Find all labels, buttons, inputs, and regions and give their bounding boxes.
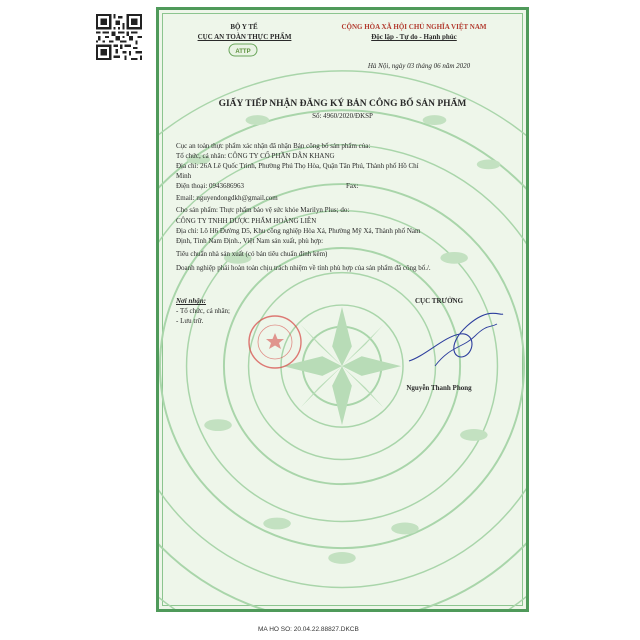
- manufacturer-line: CÔNG TY TNHH DƯỢC PHẨM HOÀNG LIÊN: [176, 217, 317, 225]
- manufacturer-address-2: Định, Tỉnh Nam Định., Việt Nam sản xuất, phù hợp:: [176, 237, 324, 245]
- country-name: CỘNG HÒA XÃ HỘI CHỦ NGHĨA VIỆT NAM: [341, 23, 487, 31]
- registration-number: Số: 4960/2020/ĐKSP: [312, 112, 373, 120]
- national-motto: Độc lập - Tự do - Hạnh phúc: [371, 33, 457, 41]
- manufacturer-address-1: Địa chỉ: Lô H6 Đường D5, Khu công nghiệp Hòa Xá, Phường Mỹ Xá, Thành phố Nam: [176, 227, 421, 235]
- department-name: CỤC AN TOÀN THỰC PHẨM: [197, 33, 292, 41]
- ministry-name: BỘ Y TẾ: [230, 23, 258, 31]
- recipient-item: - Lưu trữ.: [176, 317, 204, 325]
- place-and-date: Hà Nội, ngày 03 tháng 06 năm 2020: [367, 62, 471, 70]
- address-line-1: Địa chỉ: 26A Lê Quốc Trinh, Phường Phú Thọ Hòa, Quận Tân Phú, Thành phố Hồ Chí: [176, 162, 419, 170]
- product-line: Cho sản phẩm: Thực phẩm bảo vệ sức khỏe Marilyn Plus; do:: [176, 206, 350, 214]
- document-title: GIẤY TIẾP NHẬN ĐĂNG KÝ BẢN CÔNG BỐ SẢN PHẨM: [218, 99, 467, 109]
- intro-line: Cục an toàn thực phẩm xác nhận đã nhận Bản công bố sản phẩm của:: [176, 142, 371, 150]
- phone-line: Điện thoại: 0943686963: [176, 182, 245, 190]
- official-seal-stamp: [246, 313, 304, 371]
- email-line: Email: nguyendongdkh@gmail.com: [176, 194, 278, 202]
- address-line-2: Minh: [176, 172, 192, 180]
- signatory-title: CỤC TRƯỞNG: [414, 297, 464, 305]
- responsibility-line: Doanh nghiệp phải hoàn toàn chịu trách nhiệm về tính phù hợp của sản phẩm đã công bố./.: [176, 264, 431, 272]
- recipients-heading: Nơi nhận:: [176, 297, 207, 305]
- organization-line: Tổ chức, cá nhân: CÔNG TY CỔ PHẦN DÂN KHANG: [176, 152, 335, 160]
- dossier-code: MA HO SO: 20.04.22.88827.DKCB: [258, 626, 359, 633]
- signatory-name: Nguyễn Thanh Phong: [406, 384, 472, 392]
- standard-line: Tiêu chuẩn nhà sản xuất (có bản tiêu chuẩn đính kèm): [176, 250, 328, 258]
- attp-logo: [228, 43, 258, 57]
- signature-scribble: [405, 306, 505, 378]
- recipient-item: - Tổ chức, cá nhân;: [176, 307, 231, 315]
- fax-line: Fax:: [346, 182, 359, 190]
- qr-code: [96, 14, 142, 60]
- certificate-sheet: [156, 7, 529, 612]
- attp-logo-text: ATTP: [235, 49, 251, 55]
